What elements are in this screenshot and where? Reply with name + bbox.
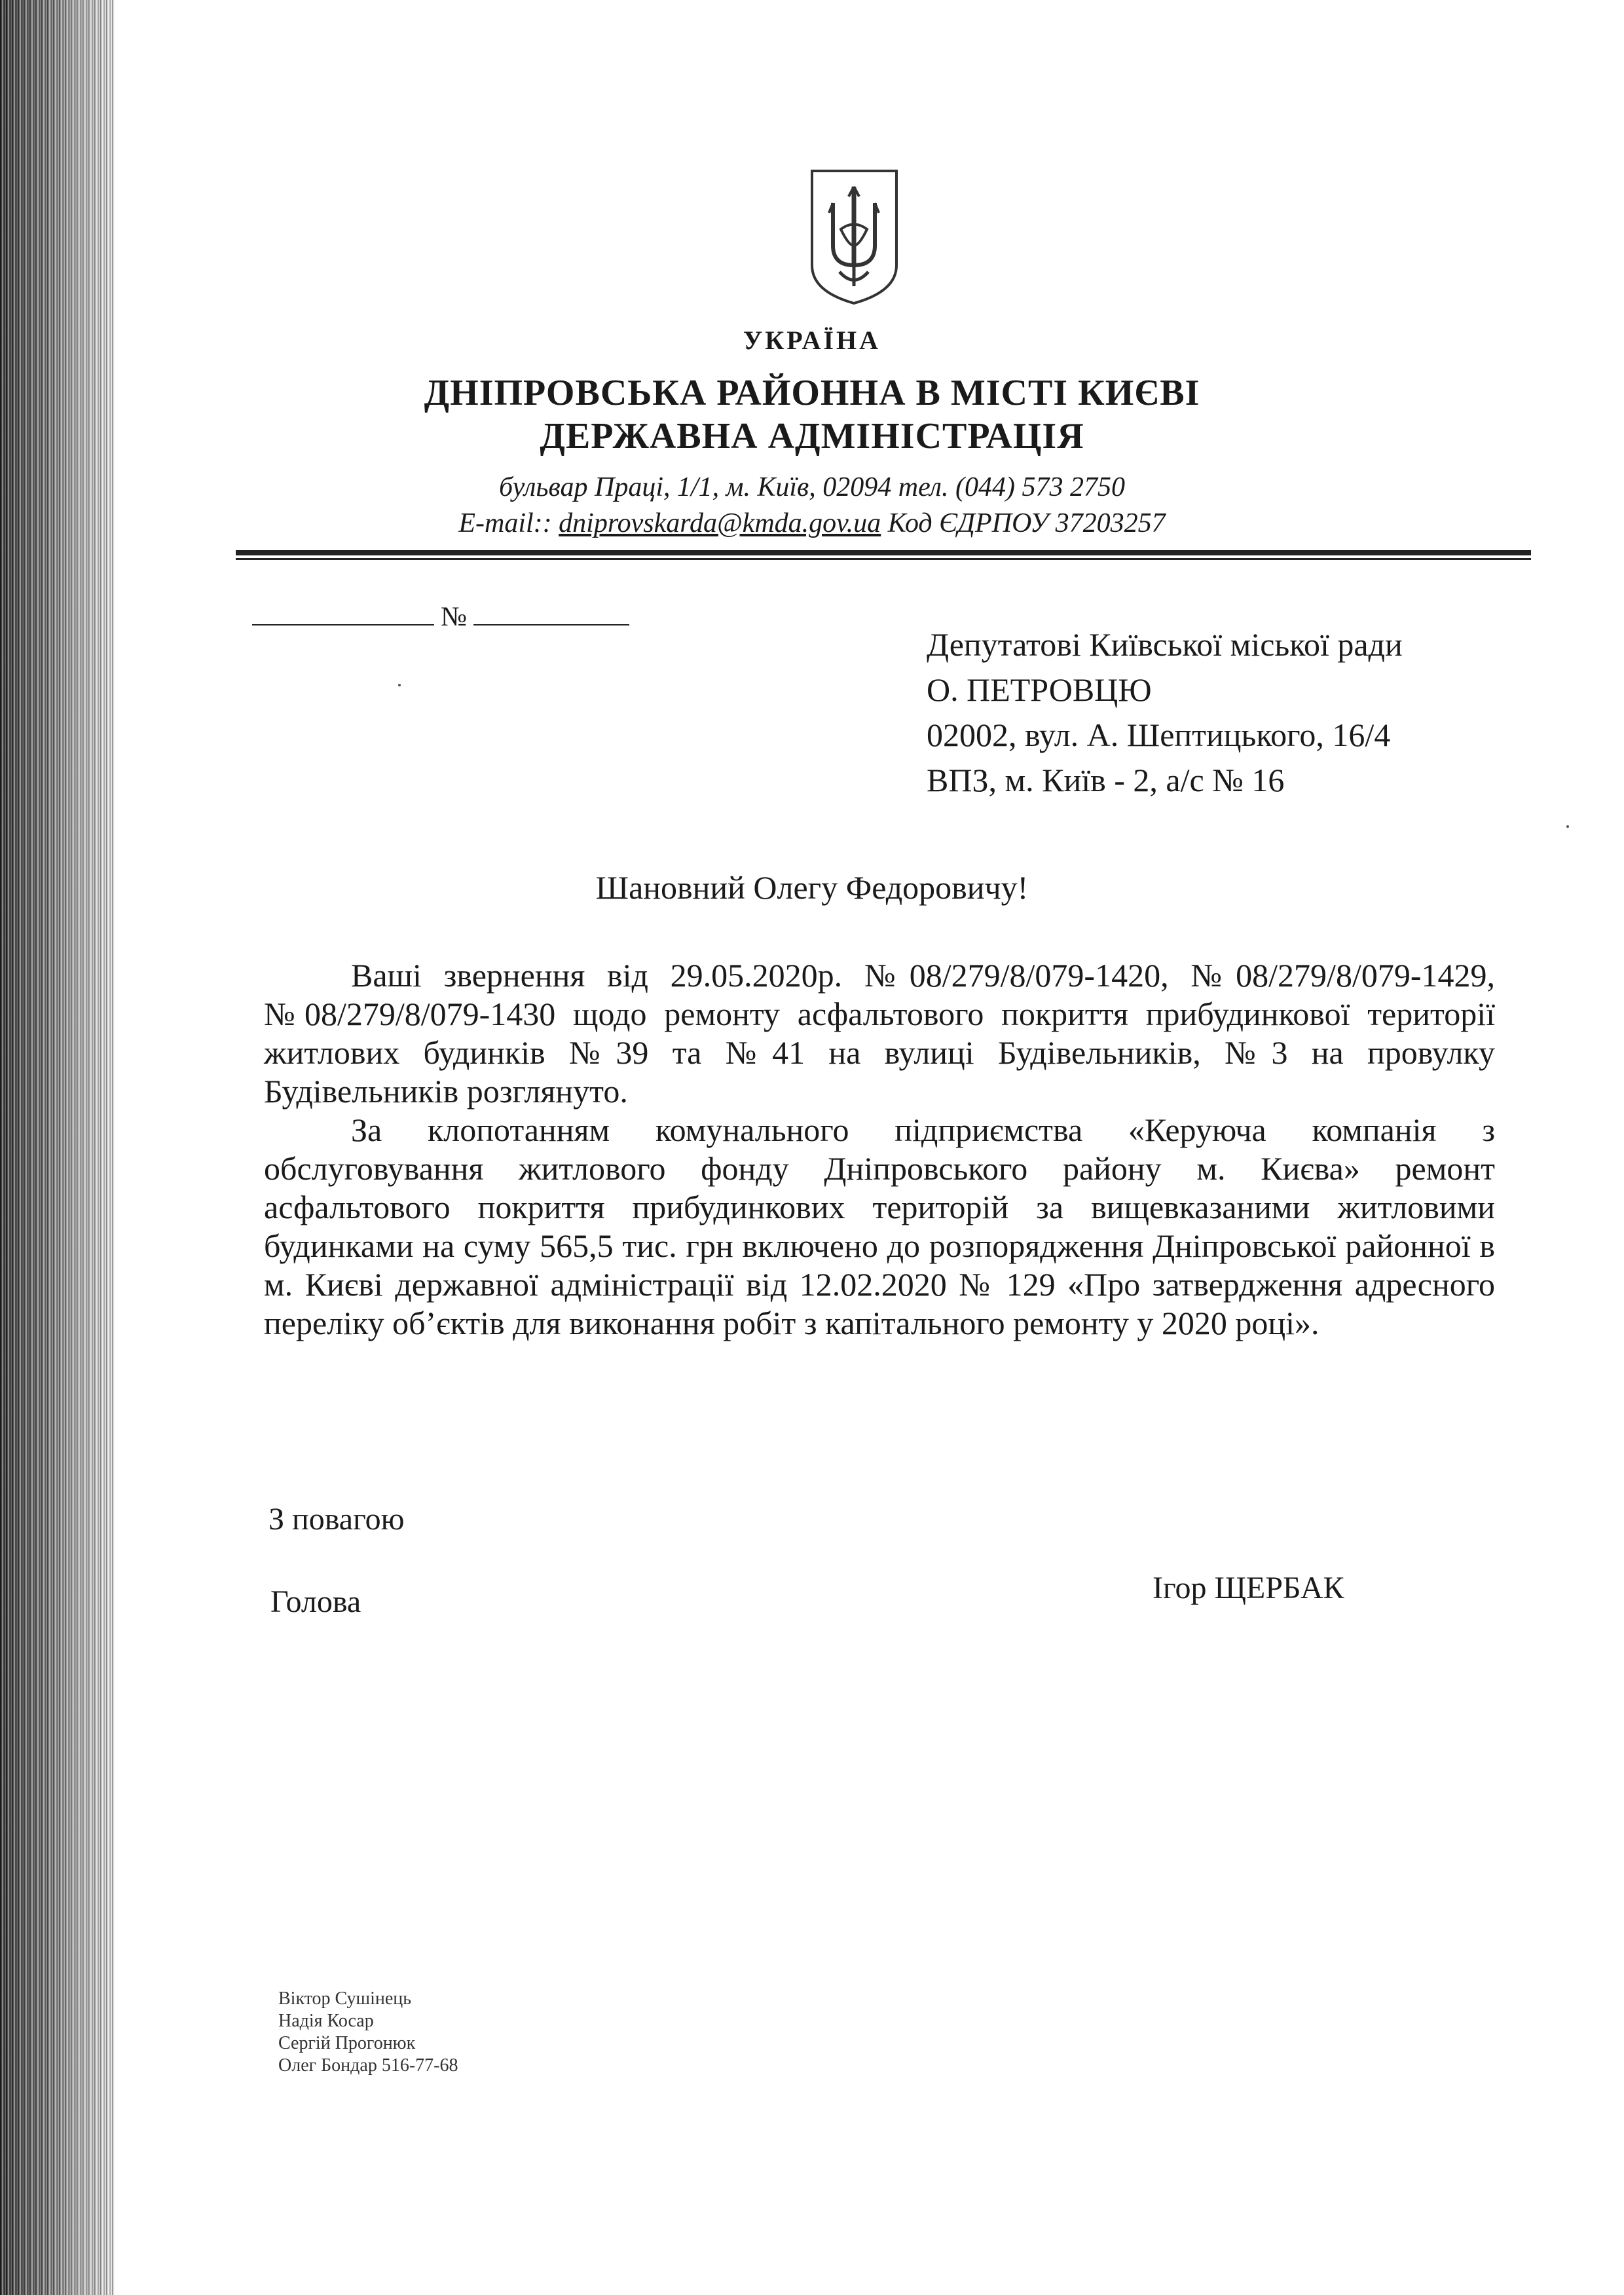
email-link[interactable]: dniprovskarda@kmda.gov.ua bbox=[559, 508, 881, 538]
ukraine-trident-icon bbox=[807, 167, 902, 306]
edrpou-code: Код ЄДРПОУ 37203257 bbox=[887, 508, 1166, 538]
executors-list bbox=[278, 1988, 458, 2077]
salutation: Шановний Олегу Федоровичу! bbox=[595, 869, 1029, 906]
date-blank bbox=[252, 603, 434, 625]
letter-body bbox=[264, 956, 1495, 1343]
org-name-line2: ДЕРЖАВНА АДМІНІСТРАЦІЯ bbox=[540, 416, 1084, 457]
body-paragraph-2: За клопотанням комунального підприємства «Керуюча компанія з обслуговування житлового фонду Дніпровського району м. Києва» ремонт асфальтового покриття прибудинкових територій за вищевказаними житловими будинками на суму 565,5 тис. грн включено до розпорядження Дніпровської районної в м. Києві державної адміністрації від 12.02.2020 № 129 «Про затвердження адресного переліку об’єктів для виконання робіт з капітального ремонту у 2020 році». bbox=[264, 1111, 1495, 1341]
executor-item: Олег Бондар 516-77-68 bbox=[278, 2055, 458, 2076]
scan-speck bbox=[398, 684, 401, 686]
org-address: бульвар Праці, 1/1, м. Київ, 02094 тел. (044) 573 2750 bbox=[499, 472, 1125, 502]
recipient-post-box: ВПЗ, м. Київ - 2, а/с № 16 bbox=[927, 762, 1285, 798]
executor-item: Надія Косар bbox=[278, 2011, 374, 2031]
org-name-line1: ДНІПРОВСЬКА РАЙОННА В МІСТІ КИЄВІ bbox=[424, 373, 1200, 413]
email-label: E-mail:: bbox=[458, 508, 552, 538]
number-blank bbox=[473, 603, 629, 625]
recipient-block bbox=[927, 622, 1403, 803]
org-contacts bbox=[0, 508, 1624, 539]
header-divider-thick bbox=[236, 550, 1531, 555]
recipient-name: О. ПЕТРОВЦЮ bbox=[927, 671, 1152, 708]
country-name: УКРАЇНА bbox=[743, 326, 881, 355]
header-divider-thin bbox=[236, 558, 1531, 560]
executor-item: Сергій Прогонюк bbox=[278, 2033, 416, 2053]
recipient-title: Депутатові Київської міської ради bbox=[927, 626, 1403, 663]
number-sign: № bbox=[441, 602, 468, 632]
signer-name: Ігор ЩЕРБАК bbox=[1153, 1571, 1344, 1605]
scan-speck bbox=[1566, 825, 1569, 828]
recipient-street: 02002, вул. А. Шептицького, 16/4 bbox=[927, 717, 1391, 753]
signer-position: Голова bbox=[270, 1584, 361, 1619]
closing-regards: З повагою bbox=[268, 1502, 405, 1537]
outgoing-number-line bbox=[252, 601, 629, 633]
executor-item: Віктор Сушінець bbox=[278, 1988, 412, 2009]
body-paragraph-1: Ваші звернення від 29.05.2020р. №08/279/8/079-1420, №08/279/8/079-1429, №08/279/8/079-1430 щодо ремонту асфальтового покриття прибудинкової території житлових будинків №39 та №41 на вулиці Будівельників, №3 на провулку Будівельників розглянуто. bbox=[264, 957, 1495, 1110]
